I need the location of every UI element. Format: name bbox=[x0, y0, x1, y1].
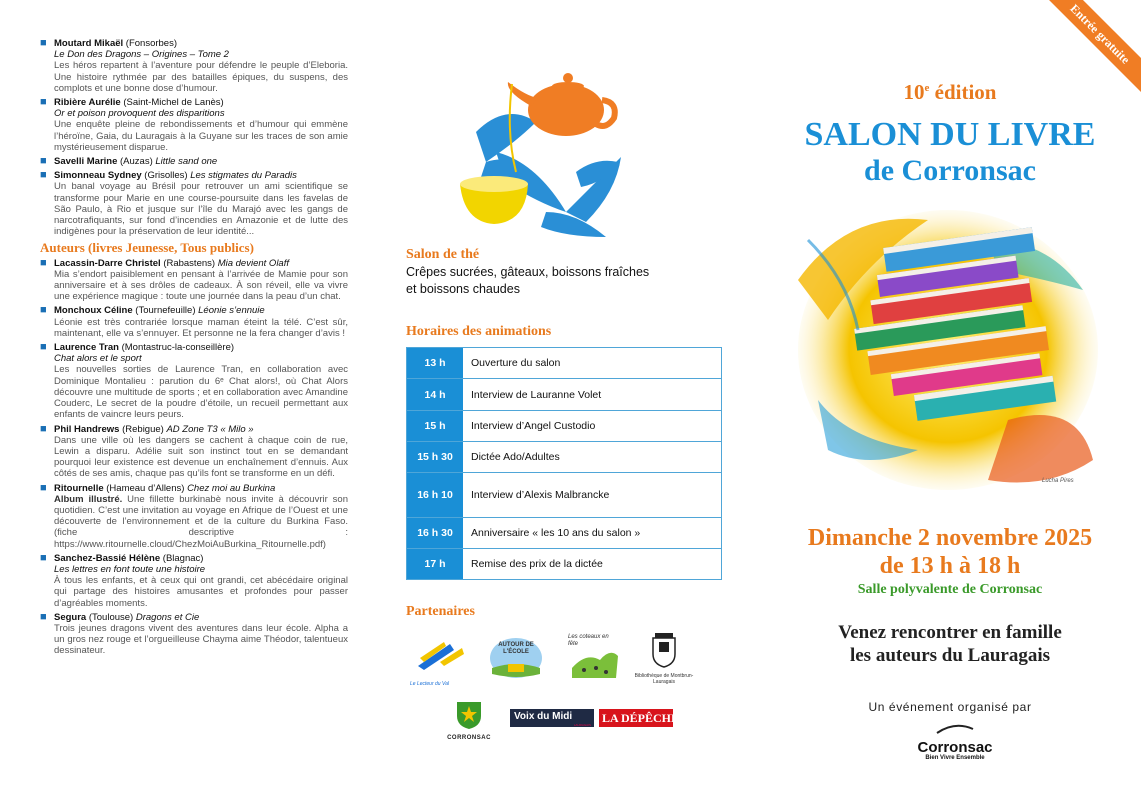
author-location: (Tournefeuille) bbox=[135, 305, 196, 317]
schedule-row bbox=[407, 518, 721, 549]
youth-authors-heading: Auteurs (livres Jeunesse, Tous publics) bbox=[40, 240, 254, 256]
schedule-time: 16 h 10 bbox=[407, 473, 463, 517]
organizer-tagline: Bien Vivre Ensemble bbox=[925, 755, 985, 761]
book-description-text: Une enquête pleine de rebondissements et d’humour qui emmène l’héroïne, Gaia, du Lauragais à la Guyane sur les traces de son amie mystérieusement disparue. bbox=[54, 119, 348, 153]
book-description-text: Les héros repartent à l’aventure pour défendre le peuple d’Eleboria. Une histoire rythmée par des batailles épiques, du suspens, des complots et une bonne dose d’humour. bbox=[54, 60, 348, 94]
author-name: Simonneau Sydney bbox=[54, 170, 142, 182]
author-entry bbox=[40, 305, 348, 339]
author-location: (Rebigue) bbox=[122, 423, 164, 435]
edition-superscript: e bbox=[924, 82, 930, 94]
schedule-event: Ouverture du salon bbox=[471, 357, 561, 369]
organizer-logo bbox=[910, 722, 1000, 772]
book-description-text: Dans une ville où les dangers se cachent à chaque coin de rue, Lewin a disparu. Adélie suit son instinct tout en se demandant pourquoi leur existence est devenue un enchaînement d’ennuis. Aux côtés de ses amis, chaque pas qu’ils font se transforme en un défi. bbox=[54, 434, 348, 480]
schedule-event: Remise des prix de la dictée bbox=[471, 558, 603, 570]
schedule-time: 15 h 30 bbox=[407, 442, 463, 472]
author-location: (Hameau d’Allens) bbox=[106, 482, 185, 494]
author-location: (Fonsorbes) bbox=[125, 38, 178, 49]
schedule-heading: Horaires des animations bbox=[406, 324, 552, 339]
partner-4-label: Bibliothèque de Montbrun-Lauragais bbox=[634, 673, 694, 685]
book-title: Les stigmates du Paradis bbox=[190, 170, 297, 182]
book-description bbox=[54, 623, 348, 657]
schedule-time: 15 h bbox=[407, 411, 463, 441]
book-description-text: À tous les enfants, et à ceux qui ont grandi, cet abécédaire original qui partage des histoires amusantes et profondes pour passer d’agréables moments. bbox=[54, 575, 348, 609]
author-location: (Grisolles) bbox=[144, 170, 188, 182]
authors-column bbox=[40, 38, 348, 660]
author-name: Phil Handrews bbox=[54, 423, 120, 435]
partner-logo-voix-du-midi bbox=[510, 709, 594, 727]
bullet-icon: ■ bbox=[40, 551, 47, 564]
schedule-event: Dictée Ado/Adultes bbox=[471, 451, 560, 463]
bullet-icon: ■ bbox=[40, 37, 47, 49]
author-entry bbox=[40, 170, 348, 237]
book-description bbox=[54, 575, 348, 609]
partner-logo-corronsac bbox=[438, 700, 500, 740]
bullet-icon: ■ bbox=[40, 256, 47, 269]
book-title: Mia devient Olaff bbox=[217, 257, 289, 269]
author-name: Sanchez-Bassié Hélène bbox=[54, 552, 161, 564]
free-entry-label: Entrée gratuite bbox=[1067, 1, 1133, 67]
book-description bbox=[54, 317, 348, 339]
author-header bbox=[54, 305, 348, 316]
book-title: Or et poison provoquent des disparitions bbox=[54, 108, 225, 120]
book-description bbox=[54, 364, 348, 420]
schedule-time: 14 h bbox=[407, 379, 463, 410]
book-description bbox=[54, 119, 348, 153]
book-title: Chat alors et le sport bbox=[54, 353, 142, 365]
book-title: AD Zone T3 « Milo » bbox=[166, 423, 254, 435]
cover-column bbox=[770, 0, 1141, 805]
author-header bbox=[54, 258, 348, 269]
books-painting bbox=[788, 200, 1098, 500]
partner-5-label: CORRONSAC bbox=[447, 735, 491, 741]
event-date: Dimanche 2 novembre 2025 bbox=[807, 525, 1093, 551]
book-description bbox=[54, 181, 348, 237]
bullet-icon: ■ bbox=[40, 481, 47, 494]
author-name: Laurence Tran bbox=[54, 342, 119, 354]
author-name: Ribière Aurélie bbox=[54, 97, 121, 109]
partners-heading: Partenaires bbox=[406, 604, 475, 619]
book-description-text: Léonie est très contrariée lorsque maman éteint la télé. C’est sûr, maintenant, elle va s’ennuyer. Et personne ne la fera changer d’avis ! bbox=[54, 316, 348, 339]
book-title: Dragons et Cie bbox=[135, 611, 200, 623]
partner-logo-la-depeche bbox=[599, 709, 680, 727]
author-name: Moutard Mikaël bbox=[54, 38, 124, 49]
schedule-time: 16 h 30 bbox=[407, 518, 463, 548]
event-hours: de 13 h à 18 h bbox=[879, 553, 1021, 579]
author-name: Segura bbox=[54, 611, 87, 623]
bullet-icon: ■ bbox=[40, 155, 47, 168]
schedule-row bbox=[407, 379, 721, 411]
schedule-event: Interview d’Angel Custodio bbox=[471, 420, 596, 432]
author-header bbox=[54, 156, 348, 167]
author-header bbox=[54, 170, 348, 181]
author-entry bbox=[40, 156, 348, 167]
book-description-text: Mia s’endort paisiblement en pensant à l’arrivée de Mamie pour son anniversaire et à ses drôles de cadeaux. À son réveil, elle va vivre une expérience magique : toute une journée dans la peau d’un chat. bbox=[54, 268, 348, 303]
book-description-text: Une fillette burkinabè nous invite à découvrir son quotidien. C’est une invitation au voyage en Afrique de l’Ouest et une découverte de l’environnement et de la culture du Burkina Faso. (fiche descriptive : https://www.ritournelle.cloud/ChezMoiAuBurkina_Ritournelle.pdf) bbox=[54, 493, 348, 550]
tea-line-1: Crêpes sucrées, gâteaux, boissons fraîches bbox=[406, 265, 650, 279]
book-description-text: Trois jeunes dragons vivent des aventures dans leur école. Alpha a un gros nez rouge et l’orgueilleuse Chayma aime Théodor, talentueux dessinateur. bbox=[54, 622, 348, 657]
author-entry bbox=[40, 424, 348, 480]
author-header bbox=[54, 424, 348, 435]
book-title: Les lettres en font toute une histoire bbox=[54, 563, 206, 575]
author-location: (Auzas) bbox=[120, 156, 153, 168]
bullet-icon: ■ bbox=[40, 610, 47, 623]
schedule-row bbox=[407, 348, 721, 379]
author-entry bbox=[40, 97, 348, 153]
book-title: Léonie s’ennuie bbox=[198, 305, 265, 317]
author-name: Lacassin-Darre Christel bbox=[54, 257, 161, 269]
edition-line bbox=[770, 80, 1130, 105]
author-header bbox=[54, 97, 348, 108]
book-description bbox=[54, 435, 348, 480]
schedule-time: 13 h bbox=[407, 348, 463, 378]
schedule-time: 17 h bbox=[407, 549, 463, 579]
schedule-event: Interview de Lauranne Volet bbox=[471, 388, 602, 401]
author-entry bbox=[40, 483, 348, 550]
book-description bbox=[54, 269, 348, 303]
edition-number: 10 bbox=[903, 80, 925, 104]
author-entry bbox=[40, 258, 348, 303]
organizer-name: Corronsac bbox=[917, 739, 993, 756]
partner-logo-lecteur-du-val bbox=[410, 636, 470, 687]
author-name: Savelli Marine bbox=[54, 156, 118, 168]
author-location: (Saint-Michel de Lanès) bbox=[123, 97, 224, 109]
partner-6-label: Voix du Midi bbox=[514, 711, 573, 722]
book-description bbox=[54, 494, 348, 550]
author-entry bbox=[40, 342, 348, 420]
partner-2-label: AUTOUR DE L'ÉCOLE bbox=[498, 642, 534, 655]
event-venue: Salle polyvalente de Corronsac bbox=[857, 582, 1043, 597]
bullet-icon: ■ bbox=[40, 304, 47, 317]
author-location: (Toulouse) bbox=[88, 611, 134, 623]
tea-heading: Salon de thé bbox=[406, 247, 480, 262]
author-name: Monchoux Céline bbox=[54, 305, 133, 317]
partner-logo-coteaux bbox=[566, 634, 620, 686]
book-description-text: Les nouvelles sorties de Laurence Tran, en collaboration avec Dominique Montalieu : parution du 6ᵉ Chat alors!, où Chat Alors découvre une multitude de sports ; et en collaboration avec Amandine Couderc, Le secret de la poudre d’étoile, un recueil permettant aux enfants de vaincre leurs peurs. bbox=[54, 364, 348, 421]
painting-signature: Lucha Pires bbox=[1042, 478, 1074, 484]
author-location: (Blagnac) bbox=[162, 552, 204, 564]
tea-line-2: et boissons chaudes bbox=[406, 282, 520, 296]
book-description bbox=[54, 60, 348, 94]
author-name: Ritournelle bbox=[54, 482, 104, 494]
book-title: Le Don des Dragons – Origines – Tome 2 bbox=[54, 49, 229, 61]
bullet-icon: ■ bbox=[40, 169, 47, 182]
teapot-illustration bbox=[446, 62, 626, 242]
author-header bbox=[54, 38, 348, 49]
book-description-lead: Album illustré. bbox=[54, 493, 123, 505]
author-header bbox=[54, 553, 348, 564]
partner-1-label: Le Lecteur du Val bbox=[410, 681, 450, 687]
book-title: Little sand one bbox=[155, 156, 218, 168]
author-entry bbox=[40, 38, 348, 94]
author-location: (Montastruc-la-conseillère) bbox=[121, 342, 235, 354]
schedule-row bbox=[407, 442, 721, 473]
bullet-icon: ■ bbox=[40, 341, 47, 354]
organized-by: Un événement organisé par bbox=[868, 700, 1032, 714]
partner-logo-autour-de-lecole bbox=[488, 634, 544, 680]
meet-line-1: Venez rencontrer en famille bbox=[838, 622, 1062, 643]
schedule-row bbox=[407, 411, 721, 442]
edition-word: édition bbox=[934, 80, 997, 104]
title-salon-du-livre: SALON DU LIVRE bbox=[804, 116, 1096, 153]
schedule-table bbox=[406, 347, 722, 580]
bullet-icon: ■ bbox=[40, 422, 47, 435]
schedule-event: Interview d’Alexis Malbrancke bbox=[471, 489, 610, 501]
organizer-swoosh-icon bbox=[935, 723, 975, 735]
partner-3-label: Les coteaux en fête bbox=[568, 634, 609, 647]
author-entry bbox=[40, 553, 348, 609]
author-location: (Rabastens) bbox=[163, 257, 216, 269]
meet-line-2: les auteurs du Lauragais bbox=[849, 645, 1051, 666]
book-description-text: Un banal voyage au Brésil pour retrouver un ami scientifique se transforme pour Marie en une course-poursuite dans les favelas de São Paulo, à Rio et jusque sur l’île du Marajó avec les gangs de narcotrafiquants, sur fond d’incendies en Amazonie et de lutte des indigènes pour la préservation de leur identité... bbox=[54, 181, 348, 238]
title-de-corronsac: de Corronsac bbox=[864, 154, 1036, 187]
book-title: Chez moi au Burkina bbox=[187, 482, 276, 494]
partner-logo-bibliotheque bbox=[632, 632, 696, 690]
partner-7-label: LA DÉPÊCHE bbox=[602, 711, 680, 725]
author-header bbox=[54, 483, 348, 494]
author-header bbox=[54, 612, 348, 623]
author-entry bbox=[40, 612, 348, 657]
partner-6-sublabel: LAURAGAIS bbox=[573, 723, 591, 727]
author-header bbox=[54, 342, 348, 353]
schedule-event: Anniversaire « les 10 ans du salon » bbox=[471, 527, 641, 539]
schedule-row bbox=[407, 549, 721, 579]
bullet-icon: ■ bbox=[40, 96, 47, 109]
schedule-row bbox=[407, 473, 721, 518]
middle-column bbox=[406, 0, 736, 805]
